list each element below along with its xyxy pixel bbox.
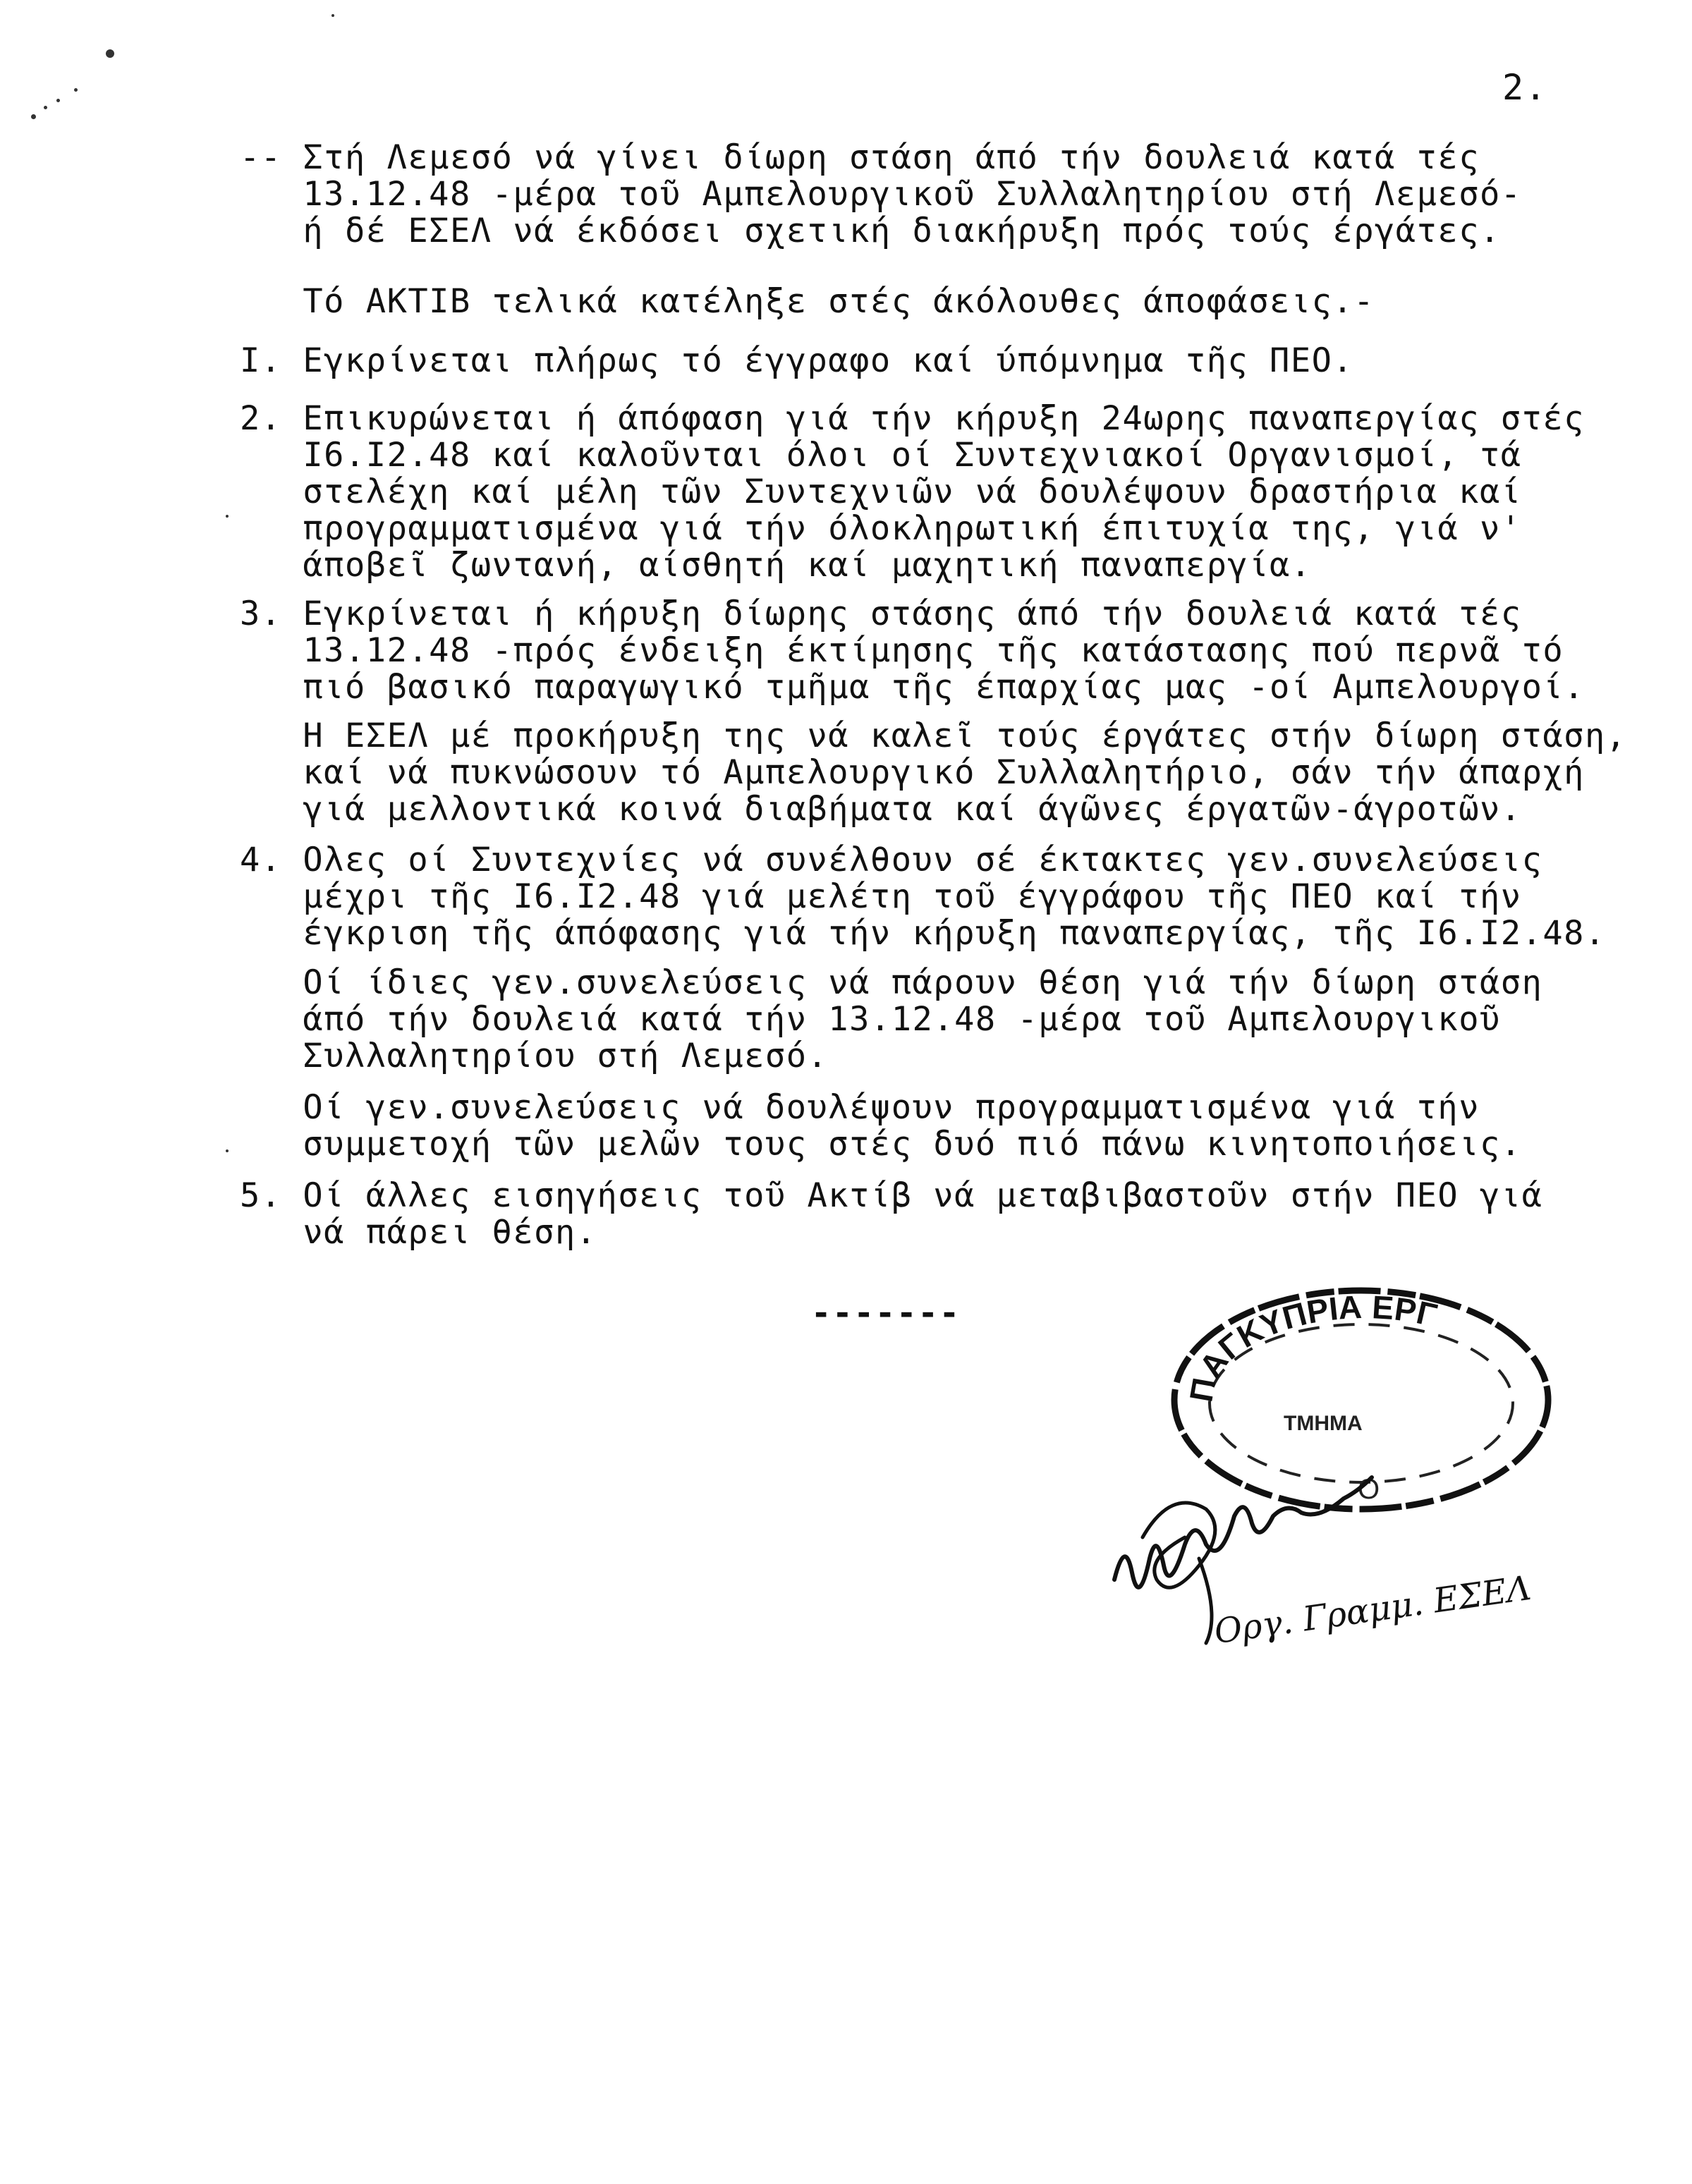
svg-text:ΠΑΓΚΥΠΡΙΑ ΕΡΓ xyxy=(1182,1288,1440,1405)
stamp-middle-text: ΤΜΗΜΑ xyxy=(1284,1412,1363,1435)
text-line: έγκριση τῆς άπόφασης γιά τήν κήρυξη παναπεργίας, τῆς I6.I2.48. xyxy=(240,914,1606,953)
text-line: 13.12.48 -μέρα τοῦ Αμπελουργικοῦ Συλλαλητηρίου στή Λεμεσό- xyxy=(240,175,1522,214)
text-line: προγραμματισμένα γιά τήν όλοκληρωτική έπιτυχία της, γιά ν' xyxy=(240,509,1522,548)
signature-caption: Οργ. Γραμμ. ΕΣΕΛ xyxy=(1212,1568,1533,1652)
text-line: γιά μελλοντικά κοινά διαβήματα καί άγῶνες έργατῶν-άγροτῶν. xyxy=(240,790,1522,829)
text-line: Τό ΑΚΤΙΒ τελικά κατέληξε στές άκόλουθες άποφάσεις.- xyxy=(240,282,1375,321)
text-line: 4. Ολες οί Συντεχνίες νά συνέλθουν σέ έκτακτες γεν.συνελεύσεις xyxy=(240,841,1543,879)
scan-speck xyxy=(226,515,229,518)
text-line: 5. Οί άλλες εισηγήσεις τοῦ Ακτίβ νά μεταβιβαστοῦν στήν ΠΕΟ γιά xyxy=(240,1176,1543,1215)
stamp-top-text: ΠΑΓΚΥΠΡΙΑ ΕΡΓ xyxy=(1182,1288,1441,1405)
text-line: άποβεῖ ζωντανή, αίσθητή καί μαχητική παναπεργία. xyxy=(240,546,1312,585)
text-line: 2. Επικυρώνεται ή άπόφαση γιά τήν κήρυξη 24ωρης παναπεργίας στές xyxy=(240,399,1585,438)
text-line: μέχρι τῆς I6.I2.48 γιά μελέτη τοῦ έγγράφου τῆς ΠΕΟ καί τήν xyxy=(240,877,1522,916)
scan-speck xyxy=(106,49,114,58)
text-line: άπό τήν δουλειά κατά τήν 13.12.48 -μέρα τοῦ Αμπελουργικοῦ xyxy=(240,1000,1501,1039)
text-line: πιό βασικό παραγωγικό τμῆμα τῆς έπαρχίας μας -οί Αμπελουργοί. xyxy=(240,668,1585,707)
text-line: ή δέ ΕΣΕΛ νά έκδόσει σχετική διακήρυξη πρός τούς έργάτες. xyxy=(240,212,1501,250)
text-line: Η ΕΣΕΛ μέ προκήρυξη της νά καλεῖ τούς έργάτες στήν δίωρη στάση, xyxy=(240,716,1627,755)
scan-speck xyxy=(331,14,334,17)
stamp-bottom-text: Ο xyxy=(1358,1474,1380,1505)
text-line: Οί γεν.συνελεύσεις νά δουλέψουν προγραμματισμένα γιά τήν xyxy=(240,1088,1480,1127)
scan-speck xyxy=(74,88,78,92)
text-line: I6.I2.48 καί καλοῦνται όλοι οί Συντεχνιακοί Οργανισμοί, τά xyxy=(240,436,1522,475)
scan-speck xyxy=(44,106,47,109)
text-line: Συλλαλητηρίου στή Λεμεσό. xyxy=(240,1037,829,1075)
text-line: 13.12.48 -πρός ένδειξη έκτίμησης τῆς κατάστασης πού περνᾶ τό xyxy=(240,631,1564,670)
text-line: συμμετοχή τῶν μελῶν τους στές δυό πιό πάνω κινητοποιήσεις. xyxy=(240,1125,1522,1164)
text-line: -- Στή Λεμεσό νά γίνει δίωρη στάση άπό τήν δουλειά κατά τές xyxy=(240,138,1480,177)
scan-speck xyxy=(31,114,36,119)
text-line: στελέχη καί μέλη τῶν Συντεχνιῶν νά δουλέψουν δραστήρια καί xyxy=(240,472,1522,511)
page-number: 2. xyxy=(1502,67,1548,108)
text-line: νά πάρει θέση. xyxy=(240,1213,597,1252)
scan-speck xyxy=(56,99,60,102)
text-line: I. Εγκρίνεται πλήρως τό έγγραφο καί ύπόμνημα τῆς ΠΕΟ. xyxy=(240,341,1354,380)
separator: ------- xyxy=(811,1294,961,1333)
text-line: 3. Εγκρίνεται ή κήρυξη δίωρης στάσης άπό τήν δουλειά κατά τές xyxy=(240,594,1522,633)
scan-speck xyxy=(226,1149,229,1152)
text-line: καί νά πυκνώσουν τό Αμπελουργικό Συλλαλητήριο, σάν τήν άπαρχή xyxy=(240,753,1585,792)
text-line: Οί ίδιες γεν.συνελεύσεις νά πάρουν θέση γιά τήν δίωρη στάση xyxy=(240,963,1543,1002)
